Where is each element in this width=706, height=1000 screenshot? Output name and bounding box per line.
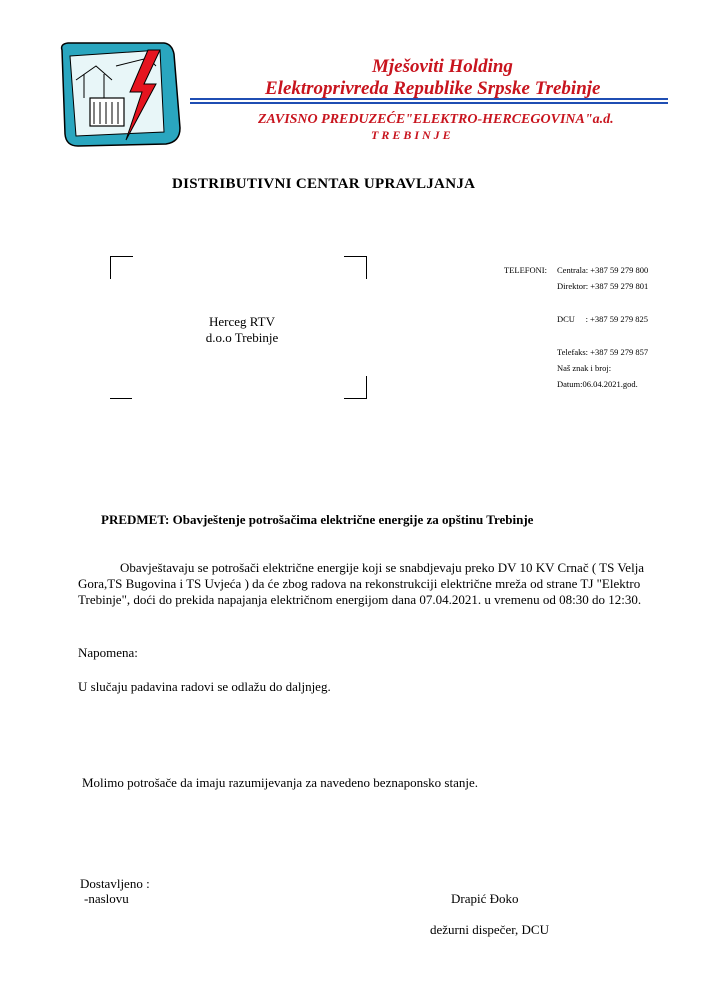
recipient-company: d.o.o Trebinje bbox=[205, 330, 279, 345]
address-bracket-tl bbox=[110, 256, 133, 279]
recipient-name: Herceg RTV bbox=[209, 314, 275, 329]
department-title: DISTRIBUTIVNI CENTAR UPRAVLJANJA bbox=[172, 176, 476, 192]
delivered-label: Dostavljeno : bbox=[80, 876, 150, 891]
note-text: U slučaju padavina radovi se odlažu do daljnjeg. bbox=[78, 679, 331, 694]
phone-dcu: DCU : +387 59 279 825 bbox=[557, 314, 648, 324]
company-line1: Mješoviti Holding bbox=[372, 56, 513, 77]
subject-line: PREDMET: Obavještenje potrošačima električne energije za opštinu Trebinje bbox=[101, 512, 534, 527]
signatory-name: Drapić Đoko bbox=[451, 891, 519, 906]
subsidiary-name: ZAVISNO PREDUZEĆE"ELEKTRO-HERCEGOVINA"a.d. bbox=[258, 112, 614, 127]
city-name: TREBINJE bbox=[371, 128, 454, 142]
company-line2: Elektroprivreda Republike Srpske Trebinje bbox=[265, 78, 601, 99]
body-paragraph: Obavještavaju se potrošači električne energije koji se snabdjevaju preko DV 10 KV Crnač ( TS Velja Gora,TS Bugovina i TS Uvjeća ) da će zbog radova na rekonstrukciji električne mreža od strane TJ "Elektro Trebinje", doći do prekida napajanja električnom energijom dana 07.04.2021. u vremenu od 08:30 do 12:30. bbox=[78, 560, 645, 607]
delivered-to: -naslovu bbox=[84, 891, 129, 906]
note-label: Napomena: bbox=[78, 645, 138, 660]
header-rule-bottom bbox=[190, 102, 668, 104]
address-bracket-br bbox=[344, 376, 367, 399]
address-bracket-tr bbox=[344, 256, 367, 279]
closing-text: Molimo potrošače da imaju razumijevanja za navedeno beznaponsko stanje. bbox=[82, 775, 478, 790]
fax-number: Telefaks: +387 59 279 857 bbox=[557, 347, 649, 357]
phones-label: TELEFONI: bbox=[504, 265, 547, 275]
phone-central: Centrala: +387 59 279 800 bbox=[557, 265, 649, 275]
company-logo bbox=[56, 40, 186, 152]
address-bracket-bl bbox=[110, 398, 132, 399]
document-date: Datum:06.04.2021.god. bbox=[557, 379, 638, 389]
recipient-block bbox=[178, 314, 306, 346]
reference-label: Naš znak i broj: bbox=[557, 363, 612, 373]
signatory-title: dežurni dispečer, DCU bbox=[430, 922, 549, 937]
phone-director: Direktor: +387 59 279 801 bbox=[557, 281, 649, 291]
